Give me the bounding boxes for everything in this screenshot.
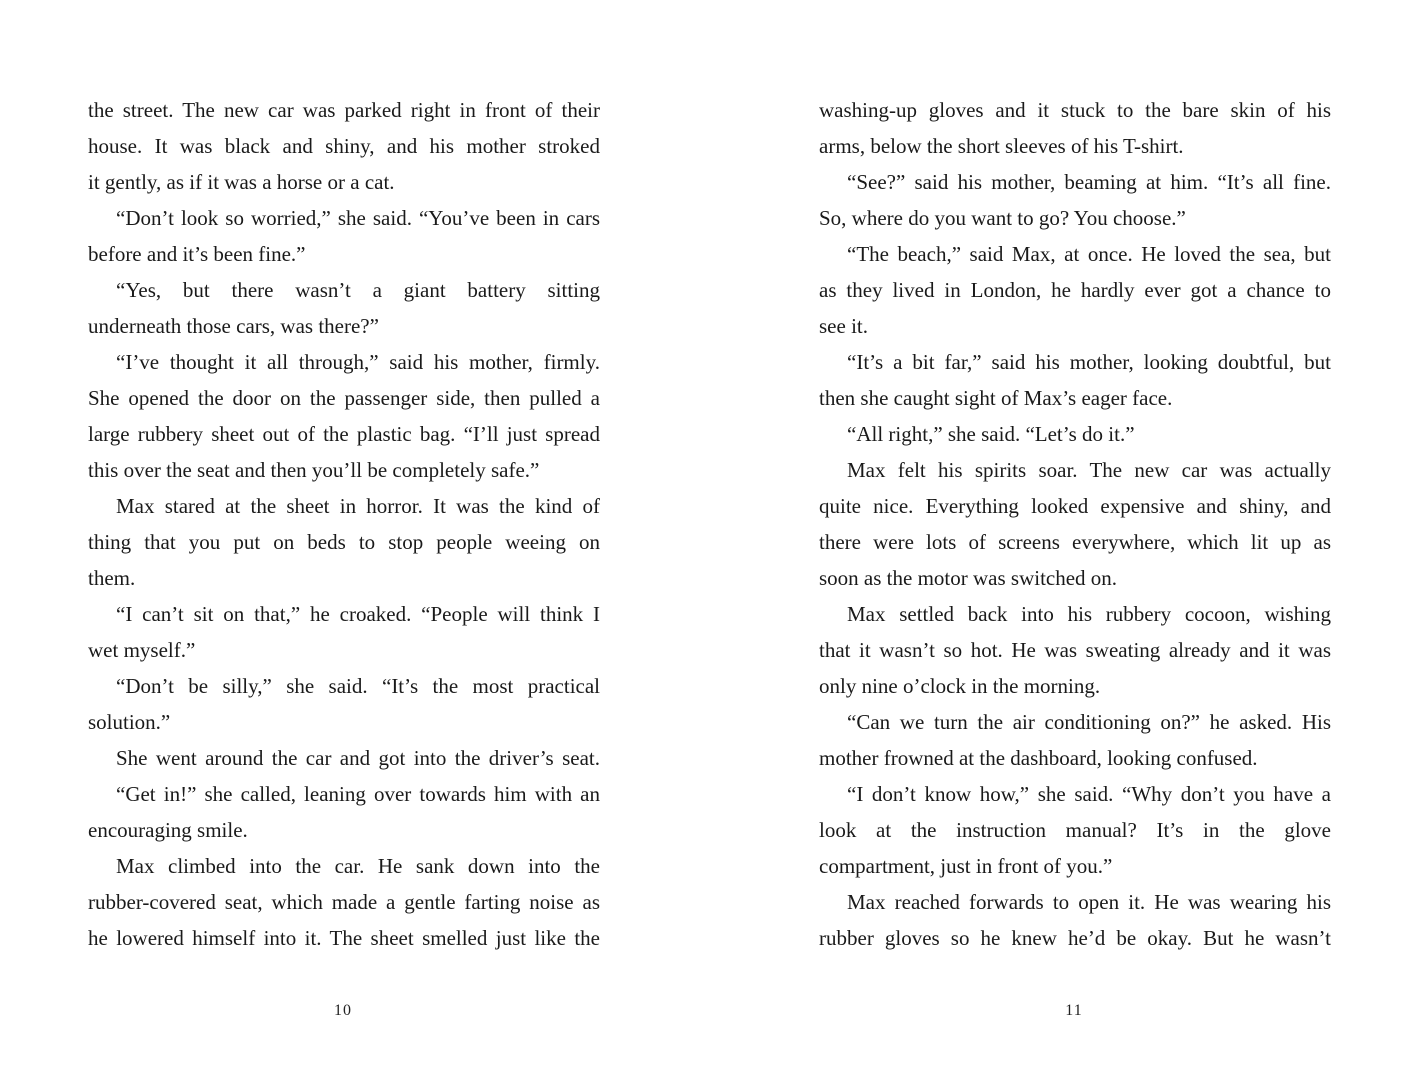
text-line: “All right,” she said. “Let’s do it.”	[847, 422, 1135, 446]
text-line: “Can we turn the air conditioning on?” he asked. His	[847, 710, 1331, 734]
text-line: look at the instruction manual? It’s in the glove	[819, 818, 1331, 842]
text-line: before and it’s been fine.”	[88, 242, 306, 266]
text-line: that it wasn’t so hot. He was sweating already and it was	[819, 638, 1331, 662]
text-line: compartment, just in front of you.”	[819, 854, 1113, 878]
text-line: rubber gloves so he knew he’d be okay. But he wasn’t	[819, 926, 1331, 950]
text-line: Max reached forwards to open it. He was wearing his	[847, 890, 1331, 914]
text-line: see it.	[819, 314, 868, 338]
left-page-body	[88, 92, 600, 956]
text-line: Max stared at the sheet in horror. It was the kind of	[116, 494, 600, 518]
text-line: She went around the car and got into the driver’s seat.	[116, 746, 600, 770]
text-line: “Get in!” she called, leaning over towards him with an	[116, 782, 600, 806]
text-line: he lowered himself into it. The sheet smelled just like the	[88, 926, 600, 950]
text-line: So, where do you want to go? You choose.”	[819, 206, 1186, 230]
text-line: solution.”	[88, 710, 171, 734]
text-line: the street. The new car was parked right in front of their	[88, 98, 600, 122]
right-page-number: 11	[1065, 1002, 1083, 1019]
text-line: wet myself.”	[88, 638, 196, 662]
text-line: thing that you put on beds to stop people weeing on	[88, 530, 600, 554]
text-line: underneath those cars, was there?”	[88, 314, 379, 338]
text-line: mother frowned at the dashboard, looking confused.	[819, 746, 1258, 770]
text-line: “Don’t be silly,” she said. “It’s the most practical	[116, 674, 600, 698]
text-line: “Don’t look so worried,” she said. “You’ve been in cars	[116, 206, 600, 230]
text-line: then she caught sight of Max’s eager face.	[819, 386, 1173, 410]
text-line: only nine o’clock in the morning.	[819, 674, 1101, 698]
text-line: Max settled back into his rubbery cocoon, wishing	[847, 602, 1331, 626]
text-line: rubber-covered seat, which made a gentle farting noise as	[88, 890, 600, 914]
right-page-body	[819, 92, 1331, 956]
text-line: “I don’t know how,” she said. “Why don’t you have a	[847, 782, 1331, 806]
text-line: soon as the motor was switched on.	[819, 566, 1118, 590]
text-line: “Yes, but there wasn’t a giant battery sitting	[116, 278, 600, 302]
text-line: arms, below the short sleeves of his T-shirt.	[819, 134, 1184, 158]
text-line: “I’ve thought it all through,” said his mother, firmly.	[116, 350, 600, 374]
text-line: large rubbery sheet out of the plastic bag. “I’ll just spread	[88, 422, 600, 446]
text-line: “I can’t sit on that,” he croaked. “People will think I	[116, 602, 600, 626]
text-line: them.	[88, 566, 136, 590]
text-line: it gently, as if it was a horse or a cat.	[88, 170, 395, 194]
text-line: this over the seat and then you’ll be completely safe.”	[88, 458, 540, 482]
text-line: “It’s a bit far,” said his mother, looking doubtful, but	[847, 350, 1331, 374]
text-line: “The beach,” said Max, at once. He loved the sea, but	[847, 242, 1331, 266]
text-line: there were lots of screens everywhere, which lit up as	[819, 530, 1331, 554]
text-line: encouraging smile.	[88, 818, 248, 842]
left-page-number: 10	[334, 1002, 352, 1019]
text-line: She opened the door on the passenger side, then pulled a	[88, 386, 600, 410]
text-line: Max felt his spirits soar. The new car was actually	[847, 458, 1331, 482]
text-line: Max climbed into the car. He sank down into the	[116, 854, 600, 878]
text-line: as they lived in London, he hardly ever got a chance to	[819, 278, 1331, 302]
text-line: quite nice. Everything looked expensive and shiny, and	[819, 494, 1331, 518]
text-line: “See?” said his mother, beaming at him. “It’s all fine.	[847, 170, 1331, 194]
text-line: washing-up gloves and it stuck to the bare skin of his	[819, 98, 1331, 122]
text-line: house. It was black and shiny, and his mother stroked	[88, 134, 600, 158]
